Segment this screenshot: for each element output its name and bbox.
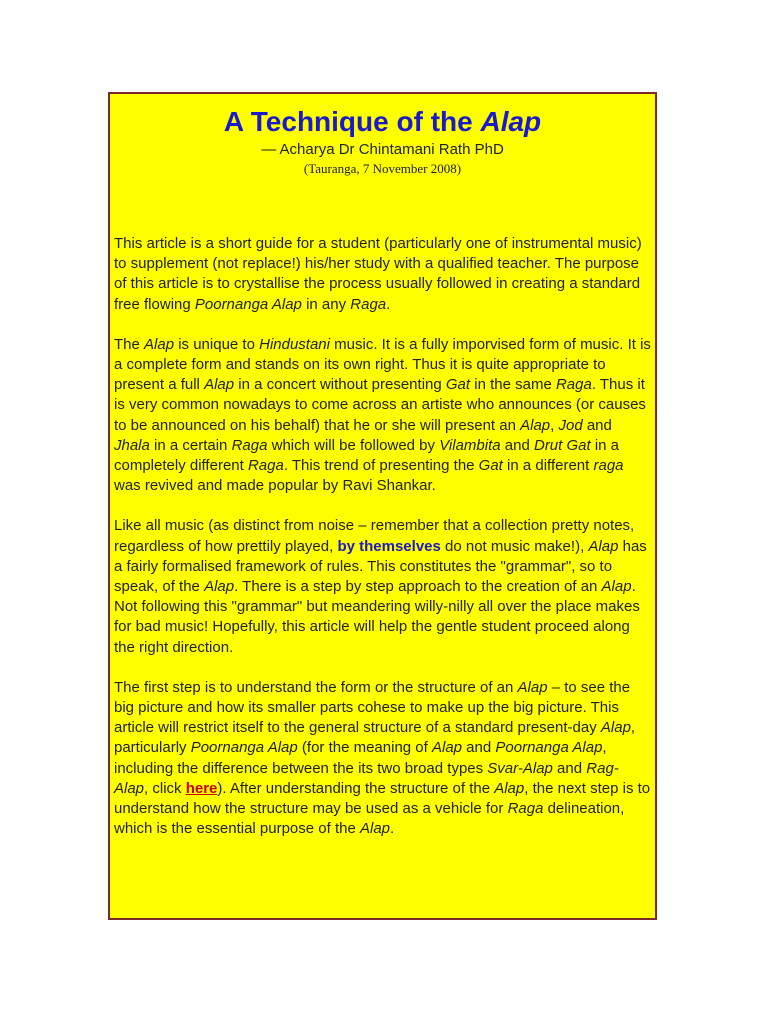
article-title: A Technique of the Alap xyxy=(223,106,542,137)
emphasis-by-themselves: by themselves xyxy=(337,537,441,555)
article-page xyxy=(108,92,657,920)
dateline: (Tauranga, 7 November 2008) xyxy=(303,161,462,176)
author-line: — Acharya Dr Chintamani Rath PhD xyxy=(261,141,504,158)
paragraph-2: The Alap is unique to Hindustani music. It is a fully imporvised form of music. It is a complete form and stands on its own right. Thus it is quite appropriate to present a full Alap in a concert without presenting Gat in the same Raga. Thus it is very common nowadays to come across an artiste who announces (or causes to be announced on his behalf) that he or she will present an Alap, Jod and Jhala in a certain Raga which will be followed by Vilambita and Drut Gat in a completely different Raga. This trend of presenting the Gat in a different raga was revived and made popular by Ravi Shankar. xyxy=(114,335,651,495)
paragraph-3: Like all music (as distinct from noise – remember that a collection pretty notes, regardless of how prettily played, by themselves do not music make!), Alap has a fairly formalised framework of rules. This constitutes the "grammar", so to speak, of the Alap. There is a step by step approach to the creation of an Alap. Not following this "grammar" but meandering willy-nilly all over the place makes for bad music! Hopefully, this article will help the gentle student proceed along the right direction. xyxy=(114,517,647,656)
paragraph-1: This article is a short guide for a student (particularly one of instrumental music) to supplement (not replace!) his/her study with a qualified teacher. The purpose of this article is to crystallise the process usually followed in creating a standard free flowing Poornanga Alap in any Raga. xyxy=(114,235,642,313)
article-body xyxy=(110,234,655,839)
here-link[interactable]: here xyxy=(185,779,218,797)
paragraph-4: The first step is to understand the form or the structure of an Alap – to see the big picture and how its smaller parts cohese to make up the big picture. This article will restrict itself to the general structure of a standard present-day Alap, particularly Poornanga Alap (for the meaning of Alap and Poornanga Alap, including the difference between the its two broad types Svar-Alap and Rag-Alap, click here). After understanding the structure of the Alap, the next step is to understand how the structure may be used as a vehicle for Raga delineation, which is the essential purpose of the Alap. xyxy=(114,678,651,838)
